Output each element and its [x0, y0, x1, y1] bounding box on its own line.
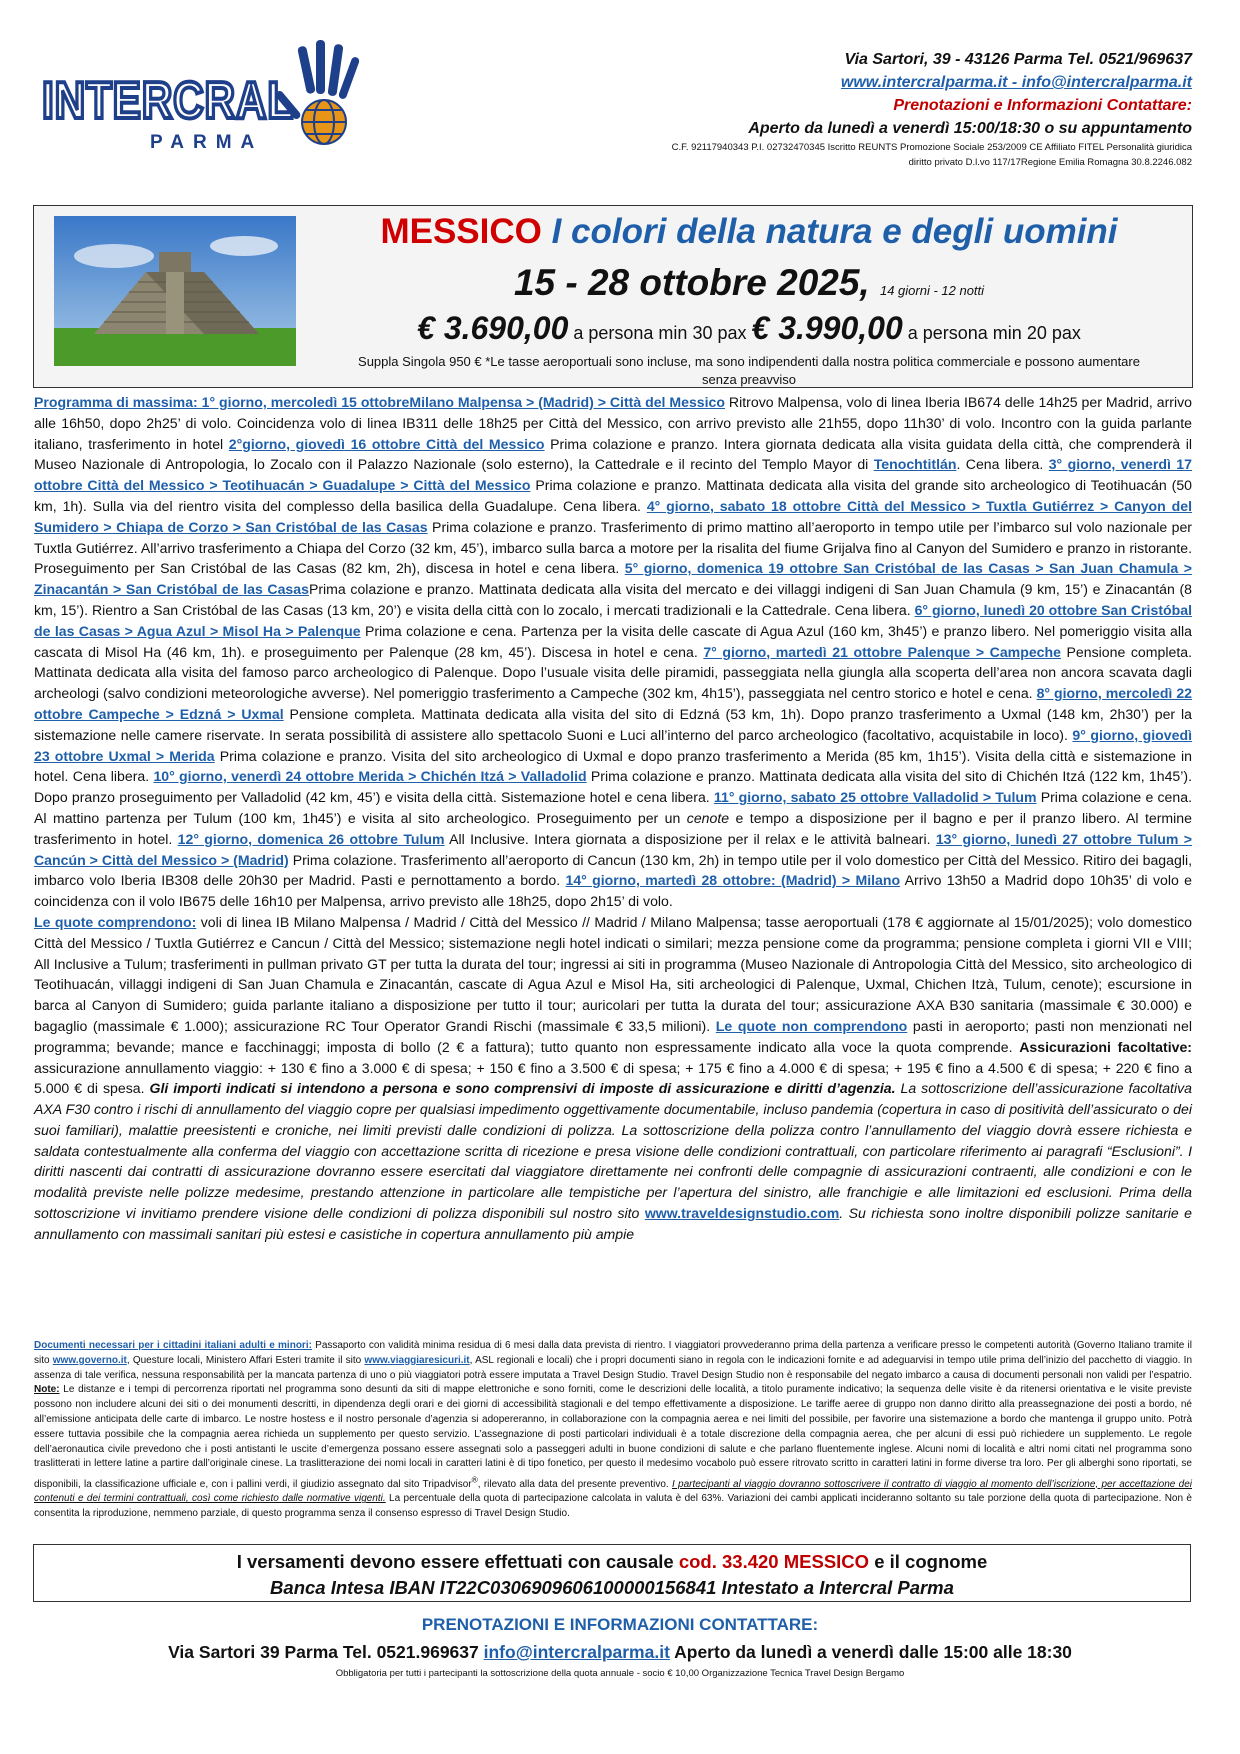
program-link[interactable]: 11° giorno, sabato 25 ottobre Valladolid > Tulum: [713, 789, 1037, 806]
program-text: cenote: [686, 809, 730, 826]
booking-label: Prenotazioni e Informazioni Contattare:: [893, 97, 1192, 114]
price-30pax-label: a persona min 30 pax: [568, 323, 752, 343]
program-link[interactable]: 3° giorno, venerdì 17 ottobre Città del Messico > Teotihuacán > Guadalupe > Città del Messico: [34, 456, 1192, 494]
trip-dates: [324, 262, 1174, 304]
fineprint-text: I partecipanti al viaggio dovranno sottoscrivere il contratto di viaggio al momento dell’iscrizione, per accettazione dei contenuti e dei termini contrattuali, così come richiesto dalle normative vigenti.: [34, 1478, 1192, 1505]
program-link[interactable]: 13° giorno, lunedì 27 ottobre Tulum > Cancún > Città del Messico > (Madrid): [34, 830, 1192, 868]
program-link[interactable]: Tenochtitlán: [873, 456, 957, 473]
terms-section: [34, 914, 1192, 1242]
title-subtitle: I colori della natura e degli uomini: [541, 212, 1118, 251]
logo-subtext: PARMA: [150, 132, 264, 153]
price-20pax-label: a persona min 20 pax: [902, 323, 1081, 343]
terms-link[interactable]: Le quote non comprendono: [715, 1017, 908, 1034]
opening-hours: Aperto da lunedì a venerdì 15:00/18:30 o su appuntamento: [748, 120, 1192, 137]
footer-contact: [0, 1638, 1240, 1666]
program-link[interactable]: 8° giorno, mercoledì 22 ottobre Campeche > Edzná > Uxmal: [34, 685, 1193, 722]
program-link[interactable]: 4° giorno, sabato 18 ottobre Città del Messico > Tuxtla Gutiérrez > Canyon del Sumidero > Chiapa de Corzo > San Cristóbal de las Casas: [34, 497, 1193, 535]
logo-text: INTERCRAL: [42, 72, 294, 130]
terms-text: La sottoscrizione dell’assicurazione facoltativa AXA F30 contro i rischi di annullamento del viaggio copre per qualsiasi impedimento oggettivamente documentabile, incluso pandemia (copertura in caso di positività dell’assicurato o dei suoi familiari), malattie preesistenti e croniche, nei limiti previsti dalle condizioni di polizza. La sottoscrizione della polizza contro l’annullamento del viaggio dovrà essere richiesta e saldata contestualmente alla conferma del viaggio con accettazione scritta di ricezione e presa visione delle condizioni contrattuali, con particolare riferimento ai paragrafi “Esclusioni”. I diritti nascenti dai contratti di assicurazione dovranno essere esercitati dal viaggiatore direttamente nei confronti delle compagnie di assicurazioni contraenti, alle condizioni e con le modalità previste nelle polizze medesime, prestando attenzione in particolare alle tempistiche per l’apertura del sinistro, alle franchigie e alle limitazioni ed esclusioni. Prima della sottoscrizione vi invitiamo prendere visione delle condizioni di polizza disponibili sul nostro sito: [34, 1080, 1192, 1222]
payment-text-end: e il cognome: [869, 1551, 988, 1572]
offer-box: [33, 205, 1193, 388]
itinerary: [34, 394, 1192, 909]
price-20pax: € 3.990,00: [751, 310, 903, 346]
footer-title: PRENOTAZIONI E INFORMAZIONI CONTATTARE:: [421, 1615, 819, 1634]
duration: 14 giorni - 12 notti: [879, 283, 985, 298]
program-text: Pensione completa. Mattinata dedicata alla visita del sito di Edzná (53 km, 1h). Dopo pranzo trasferimento a Uxmal (148 km, 2h30’) per la sistemazione nelle camere riservate. In serata possibilità di assistere allo spettacolo Suoni e Luci all’interno del parco archeologico (facoltativo, acquistabile in loco).: [34, 705, 1192, 743]
program-text: Prima colazione e pranzo. Mattinata dedicata alla visita del grande sito archeologico di Teotihuacán (50 km, 1h). Sulla via del rientro visita del complesso della basilica della Guadalupe. Cena libera.: [34, 477, 1192, 514]
program-link[interactable]: 6° giorno, lunedì 20 ottobre San Cristóbal de las Casas > Agua Azul > Misol Ha > Palenque: [34, 601, 1192, 639]
program-text: All Inclusive. Intera giornata a disposizione per il relax e le attività balneari.: [444, 830, 936, 847]
program-text: Pensione completa. Mattinata dedicata alla visita del famoso parco archeologico di Palenque. Dopo l’usuale visita delle piramidi, passeggiata nella giungla alla scoperta dell’area non ancora scavata dagli archeologi (salvo condizioni meteorologiche avverse). Nel pomeriggio trasferimento a Campeche (302 km, 4h15’), passeggiata nel centro storico e hotel e cena.: [34, 643, 1192, 702]
program-text: . Cena libera.: [956, 456, 1049, 473]
program-link[interactable]: 14° giorno, martedì 28 ottobre: (Madrid) > Milano: [565, 872, 901, 889]
program-text: Arrivo 13h50 a Madrid dopo 10h35’ di volo e coincidenza con il volo IB675 delle 16h10 per Malpensa, arrivo previsto alle 18h25, dopo 2h15’ di volo.: [34, 872, 1192, 910]
terms-text: . Su richiesta sono inoltre disponibili polizze sanitarie e annullamento con massimali sanitari più estesi e casistiche in copertura annullamento più ampie: [34, 1205, 1192, 1242]
price-line: [324, 310, 1174, 347]
footer: [0, 1612, 1240, 1682]
price-30pax: € 3.690,00: [417, 310, 569, 346]
web-email-link[interactable]: www.intercralparma.it - info@intercralparma.it: [840, 74, 1192, 91]
footer-hours: Aperto da lunedì a venerdì dalle 15:00 alle 18:30: [669, 1642, 1072, 1662]
fiscal-info-1: C.F. 92117940343 P.I. 02732470345 Iscritto REUNTS Promozione Sociale 253/2009 CE Affiliato FITEL Personalità giuridica: [671, 142, 1192, 153]
program-text: Prima colazione e cena. Al mattino partenza per Tulum (100 km, 1h45’) e visita al sito archeologico. Proseguimento per un: [34, 789, 1192, 826]
fineprint-text: Note:: [34, 1384, 60, 1396]
fineprint-text: , rilevato alla data del presente preventivo.: [477, 1478, 672, 1490]
fine-print: [34, 1339, 1192, 1522]
payment-text: I versamenti devono essere effettuati con causale: [236, 1551, 679, 1572]
program-text: e tempo a disposizione per il bagno e per il pranzo libero. Al termine trasferimento in hotel.: [34, 809, 1192, 847]
fineprint-text: ®: [471, 1474, 478, 1485]
program-text: Ritrovo Malpensa, volo di linea Iberia IB674 delle 14h25 per Madrid, arrivo alle 16h50, dopo 2h25’ di volo. Coincidenza volo di linea IB311 delle 18h25 per Città del Messico, con arrivo previsto alle 21h55, dopo 11h30’ di volo. Incontro con la guida parlante italiano, trasferimento in hotel: [34, 394, 1193, 452]
program-link[interactable]: 7° giorno, martedì 21 ottobre Palenque > Campeche: [703, 643, 1061, 660]
footer-note: Obbligatoria per tutti i partecipanti la sottoscrizione della quota annuale - socio € 10,00 Organizzazione Tecnica Travel Design Bergamo: [335, 1668, 905, 1679]
terms-text: Assicurazioni facoltative:: [1019, 1038, 1192, 1055]
iban-line: Banca Intesa IBAN IT22C0306909606100000156841 Intestato a Intercral Parma: [270, 1577, 954, 1598]
terms-text: voli di linea IB Milano Malpensa / Madrid / Città del Messico // Madrid / Milano Malpensa; tasse aeroportuali (178 € aggiornate al 15/01/2025); volo domestico Città del Messico / Tuxtla Gutiérrez e Cancun / Città del Messico; sistemazione negli hotel indicati o similari; mezza pensione come da programma; pensione completa i giorni VII e VIII; All Inclusive a Tulum; trasferimenti in pullman privato GT per tutta la durata del tour; ingressi ai siti in programma (Museo Nazionale di Antropologia Città del Messico, sito archeologico di Teotihuacán, villaggi indigeni di San Juan Chamula e Zinacantán, cascate di Agua Azul e Misol Ha, siti archeologici di Palenque, Uxmal, Chichen Itzà, Tulum, cenote); escursione in barca al Canyon di Sumidero; guida parlante italiano a disposizione per tutto il tour; auricolari per tutta la durata del tour; assicurazione AXA B30 sanitaria (massimale € 30.000) e bagaglio (massimale € 1.000); assicurazione RC Tour Operator Grandi Rischi (massimale € 33,5 milioni).: [34, 913, 1192, 1034]
fiscal-info-2: diritto privato D.l.vo 117/17Regione Emilia Romagna 30.8.2246.082: [908, 157, 1192, 168]
fineprint-text: La percentuale della quota di partecipazione calcolata in valuta è del 63%. Variazioni dei cambi applicati incideranno soltanto su tale porzione della quota di partecipazione. Non è consentita la riproduzione, nemmeno parziale, di questo programma senza il consenso espresso di Travel Design Studio.: [34, 1493, 1192, 1520]
program-text: Prima colazione e pranzo. Trasferimento di primo mattino all’aeroporto in tempo utile per l’imbarco sul volo nazionale per Tuxtla Gutiérrez. All’arrivo trasferimento a Chiapa del Corzo (32 km, 45’), imbarco sulla barca a motore per la risalita del fiume Grijalva fino al Canyon del Sumidero e pranzo in ristorante. Proseguimento per San Cristóbal de las Casas (82 km, 2h), discesa in hotel e cena libera.: [34, 518, 1192, 577]
fineprint-link[interactable]: www.governo.it: [52, 1354, 127, 1366]
legal-notes: [34, 1340, 1192, 1519]
header: [0, 0, 1240, 200]
program-link[interactable]: Programma di massima: 1° giorno, mercoledì 15 ottobreMilano Malpensa > (Madrid) > Città del Messico: [34, 394, 726, 410]
program-text: Prima colazione e pranzo. Mattinata dedicata alla visita del mercato e dei villaggi indigeni di San Juan Chamula (9 km, 15’) e Zinacantán (8 km, 15’). Rientro a San Cristóbal de las Casas (13 km, 20’) e visita della città con lo zocalo, i mercati tradizionali e la Cattedrale. Cena libera.: [34, 581, 1192, 618]
fineprint-text: , ASL regionali e locali) che i propri documenti siano in regola con le indicazioni fornite e ad adeguarvisi in tempo utile prima dell’inizio del pacchetto di viaggio. In assenza di tale verifica, nessuna responsabilità per la mancata partenza di uno o più viaggiatori potrà essere imputata a Travel Design Studio. Travel Design Studio non è responsabile del negato imbarco a causa di documenti personali non validi per l’espatrio.: [34, 1354, 1193, 1381]
trip-title: [324, 212, 1174, 252]
address: Via Sartori, 39 - 43126 Parma Tel. 0521/969637: [844, 51, 1192, 68]
program-text: Prima colazione e pranzo. Intera giornata dedicata alla visita guidata della città, che comprenderà il Museo Nazionale di Antropologia, lo Zocalo con il Palazzo Nazionale (solo esterno), la Cattedrale e il recinto del Templo Mayor di: [34, 435, 1193, 473]
program-link[interactable]: 9° giorno, giovedì 23 ottobre Uxmal > Merida: [34, 726, 1192, 764]
pyramid-photo: [54, 216, 296, 366]
footer-email-link[interactable]: info@intercralparma.it: [483, 1642, 670, 1662]
program-text: [34, 392, 1192, 1245]
payment-box: [33, 1544, 1191, 1602]
terms-link[interactable]: Le quote comprendono:: [34, 913, 197, 930]
footer-address: Via Sartori 39 Parma Tel. 0521.969637: [168, 1642, 484, 1662]
fineprint-text: Passaporto con validità minima residua di 6 mesi dalla data prevista di rientro. I viaggiatori provvederanno prima della partenza a verificare presso le competenti autorità (Governo Italiano tramite il sito: [34, 1340, 1192, 1366]
program-text: Prima colazione e pranzo. Visita del sito archeologico di Uxmal e dopo pranzo trasferimento a Merida (85 km, 1h15’). Visita della città e sistemazione in hotel. Cena libera.: [34, 747, 1192, 785]
fineprint-link[interactable]: Documenti necessari per i cittadini italiani adulti e minori:: [34, 1340, 312, 1351]
program-link[interactable]: 10° giorno, venerdì 24 ottobre Merida > Chichén Itzá > Valladolid: [153, 768, 587, 785]
payment-code: cod. 33.420 MESSICO: [678, 1551, 870, 1572]
program-text: Prima colazione e pranzo. Mattinata dedicata alla visita del sito di Chichén Itzá (122 km, 1h45’). Dopo pranzo proseguimento per Valladolid (42 km, 45’) e visita della città. Sistemazione hotel e cena libera.: [34, 768, 1192, 806]
program-link[interactable]: 2°giorno, giovedì 16 ottobre Città del Messico: [228, 435, 545, 452]
program-text: Prima colazione e cena. Partenza per la visita delle cascate di Agua Azul (160 km, 3h45’) e pranzo libero. Nel pomeriggio visita alla cascata di Misol Ha (46 km, 1h). e proseguimento per Palenque (28 km, 45’). Discesa in hotel e cena.: [34, 622, 1192, 660]
intercral-logo: [40, 36, 370, 176]
program-link[interactable]: 12° giorno, domenica 26 ottobre Tulum: [177, 830, 445, 847]
terms-text: Gli importi indicati si intendono a persona e sono comprensivi di imposte di assicurazione e diritti d’agenzia.: [149, 1080, 896, 1097]
payment-line-1: [34, 1549, 1190, 1575]
program-link[interactable]: 5° giorno, domenica 19 ottobre San Cristóbal de las Casas > San Juan Chamula > Zinacantán > San Cristóbal de las Casas: [34, 560, 1192, 598]
terms-text: pasti in aeroporto; pasti non menzionati nel programma; bevande; mance e facchinaggi; imposta di bollo (2 € a fattura); tutto quanto non espressamente indicato alla voce la quota comprende.: [34, 1017, 1192, 1055]
fineprint-text: , Questure locali, Ministero Affari Esteri tramite il sito: [126, 1354, 365, 1366]
dates: 15 - 28 ottobre 2025,: [513, 262, 870, 303]
fineprint-text: Le distanze e i tempi di percorrenza riportati nel programma sono desunti da siti di mappe elettroniche e sono forniti, come le descrizioni delle località, a titolo puramente indicativo; la sequenza delle visite è da ritenersi orientativa e le visite previste possono non includere alcuni dei siti o dei monumenti descritti, in dipendenza degli orari e dei giorni di accessibilità stagionali e del tempo effettivamente a disposizione. Le tariffe aeree di gruppo non danno diritto alla preassegnazione dei posti a bordo, né all’emissione anticipata delle carte di imbarco. Le nostre hostess e il nostro personale d’agenzia si adopereranno, in collaborazione con la compagnia aerea e nei limiti del possibile, per favorire una sistemazione a bordo che mantenga il gruppo unito. Potrà essere tuttavia possibile che la compagnia aerea richieda un supplemento per questo servizio. L’assegnazione di posti particolari individuali è a totale discrezione della compagnia aerea, che per alcuni di essi può richiedere un supplemento. Le regole dell’aeronautica civile prevedono che i posti antistanti le uscite d’emergenza possano essere assegnati solo a passeggeri adulti in buone condizioni di salute e che parlano fluentemente inglese. Alcuni nomi di località e altri nomi citati nel programma sono traslitterati in lettere latine a partire dall’originale cinese. La traslitterazione dei nomi locali in caratteri latini è di tipo fonetico, per questo il medesimo vocabolo può essere ritrovato scritto in caratteri latini in forme diverse tra loro. Per gli alberghi sono riportati, se disponibili, la classificazione ufficiale e, con i pallini verdi, il giudizio assegnato dal sito Tripadvisor: [34, 1384, 1192, 1490]
program-text: Prima colazione. Trasferimento all’aeroporto di Cancun (130 km, 2h) in tempo utile per il volo domestico per Città del Messico. Ritiro dei bagagli, imbarco volo Iberia IB308 delle 20h30 per Madrid. Pasti e pernottamento a bordo.: [34, 851, 1192, 889]
contact-block: [432, 48, 1192, 170]
title-country: MESSICO: [380, 212, 542, 251]
terms-text: assicurazione annullamento viaggio: + 130 € fino a 3.000 € di spesa; + 150 € fino a 3.500 € di spesa; + 175 € fino a 4.000 € di spesa; + 195 € fino a 4.500 € di spesa; + 220 € fino a 5.000 € di spesa.: [34, 1059, 1192, 1097]
fineprint-link[interactable]: www.viaggiaresicuri.it: [364, 1354, 470, 1366]
terms-link[interactable]: www.traveldesignstudio.com: [644, 1205, 840, 1222]
single-supplement-note: Suppla Singola 950 € *Le tasse aeroportuali sono incluse, ma sono indipendenti dalla nostra politica commerciale e possono aumentare senza preavviso: [358, 354, 1140, 387]
